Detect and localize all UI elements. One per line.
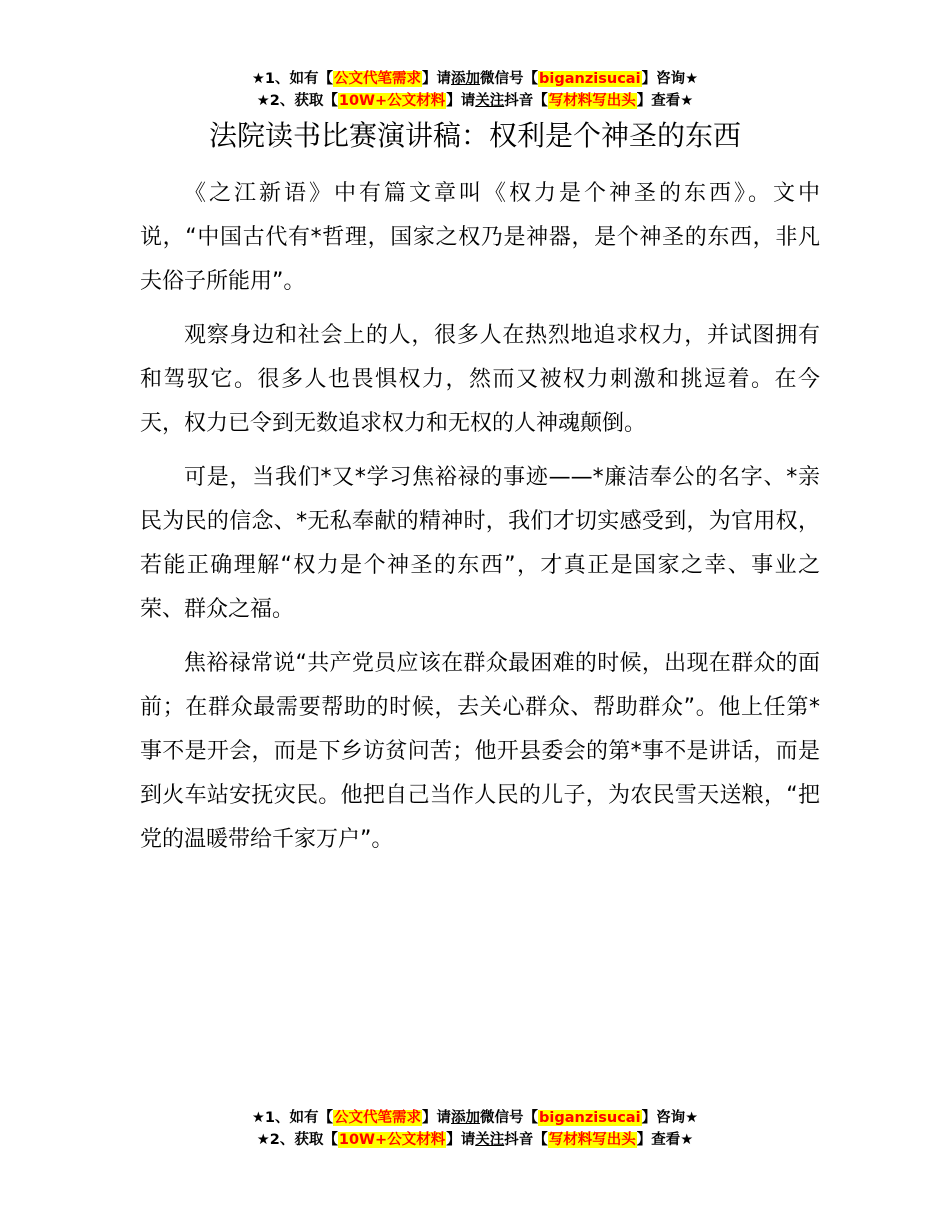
star-icon: ★ <box>685 71 699 87</box>
promo-text: 】请 <box>446 1132 476 1148</box>
footer-promo-banner <box>0 1107 950 1151</box>
promo-text: 】咨询 <box>641 71 686 87</box>
promo-text: 1、如有【 <box>264 1110 334 1126</box>
promo-text: 】请 <box>422 71 452 87</box>
promo-underline-add: 添加 <box>451 1110 481 1126</box>
star-icon: ★ <box>256 93 270 109</box>
promo-line-2 <box>0 1129 950 1151</box>
promo-highlight-materials: 10W+公文材料 <box>338 1132 446 1148</box>
star-icon: ★ <box>685 1110 699 1126</box>
paragraph-3: 可是，当我们*又*学习焦裕禄的事迹——*廉洁奉公的名字、*亲民为民的信念、*无私奉献的精神时，我们才切实感受到，为官用权，若能正确理解“权力是个神圣的东西”，才真正是国家之幸、事业之荣、群众之福。 <box>140 465 820 622</box>
promo-text: 2、获取【 <box>269 93 338 109</box>
promo-line-2 <box>0 90 950 112</box>
promo-text: 1、如有【 <box>264 71 334 87</box>
paragraph-1: 《之江新语》中有篇文章叫《权力是个神圣的东西》。文中说，“中国古代有*哲理，国家之权乃是神器，是个神圣的东西，非凡夫俗子所能用”。 <box>140 181 820 294</box>
promo-text: 2、获取【 <box>269 1132 338 1148</box>
promo-line-1 <box>0 68 950 90</box>
paragraph-2: 观察身边和社会上的人，很多人在热烈地追求权力，并试图拥有和驾驭它。很多人也畏惧权力，然而又被权力刺激和挑逗着。在今天，权力已令到无数追求权力和无权的人神魂颠倒。 <box>140 323 820 436</box>
paragraph-4: 焦裕禄常说“共产党员应该在群众最困难的时候，出现在群众的面前；在群众最需要帮助的时候，去关心群众、帮助群众”。他上任第*事不是开会，而是下乡访贫问苦；他开县委会的第*事不是讲话，而是到火车站安抚灾民。他把自己当作人民的儿子，为农民雪天送粮，“把党的温暖带给千家万户”。 <box>140 651 820 852</box>
star-icon: ★ <box>680 93 694 109</box>
star-icon: ★ <box>256 1132 270 1148</box>
promo-underline-follow: 关注 <box>475 1132 505 1148</box>
promo-text: 】请 <box>422 1110 452 1126</box>
promo-highlight-douyin: 写材料写出头 <box>548 93 636 109</box>
promo-text: 微信号【 <box>480 71 539 87</box>
promo-highlight-douyin: 写材料写出头 <box>548 1132 636 1148</box>
promo-text: 】咨询 <box>641 1110 686 1126</box>
promo-highlight-service: 公文代笔需求 <box>334 71 422 87</box>
star-icon: ★ <box>680 1132 694 1148</box>
star-icon: ★ <box>251 71 265 87</box>
promo-highlight-wechat-id: biganzisucai <box>539 1110 641 1126</box>
document-body <box>140 172 820 872</box>
promo-underline-add: 添加 <box>451 71 481 87</box>
document-title: 法院读书比赛演讲稿：权利是个神圣的东西 <box>208 119 741 152</box>
header-promo-banner <box>0 68 950 112</box>
promo-text: 抖音【 <box>504 93 548 109</box>
promo-text: 抖音【 <box>504 1132 548 1148</box>
promo-highlight-wechat-id: biganzisucai <box>539 71 641 87</box>
promo-highlight-service: 公文代笔需求 <box>334 1110 422 1126</box>
promo-text: 】请 <box>446 93 476 109</box>
star-icon: ★ <box>251 1110 265 1126</box>
promo-line-1 <box>0 1107 950 1129</box>
promo-text: 】查看 <box>636 1132 681 1148</box>
promo-text: 】查看 <box>636 93 681 109</box>
promo-text: 微信号【 <box>480 1110 539 1126</box>
promo-highlight-materials: 10W+公文材料 <box>338 93 446 109</box>
promo-underline-follow: 关注 <box>475 93 505 109</box>
